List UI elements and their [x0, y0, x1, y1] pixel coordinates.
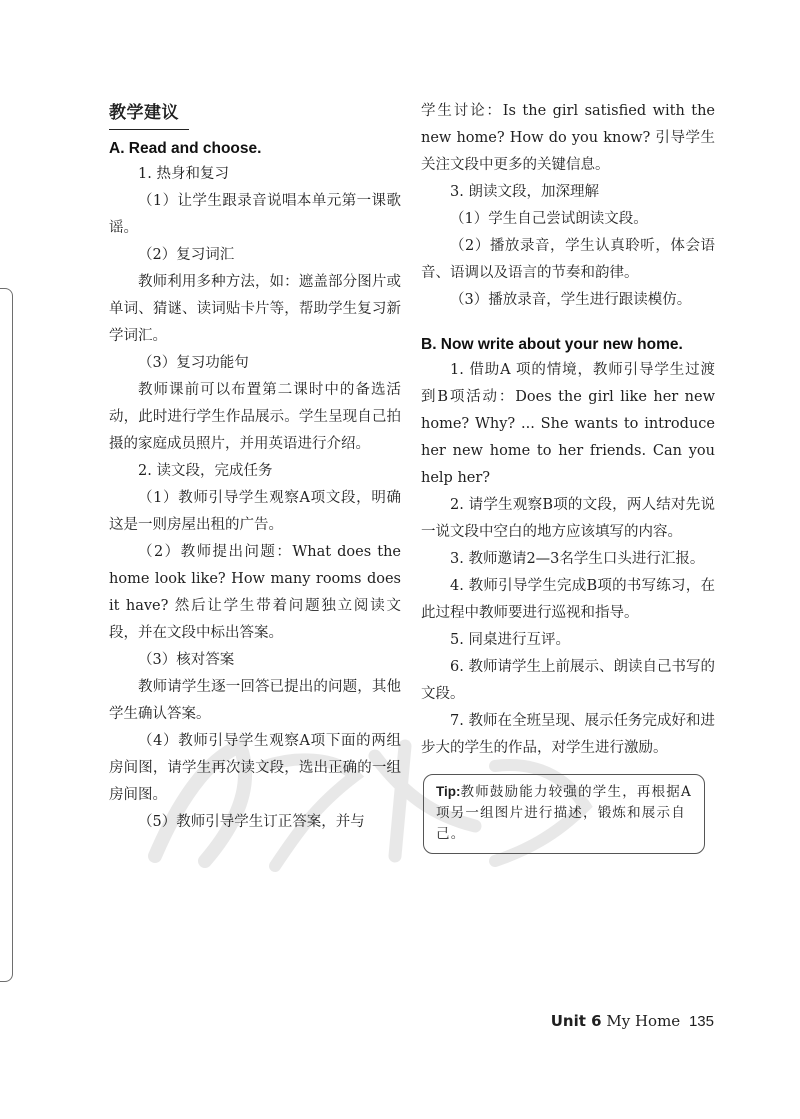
paragraph: （5）教师引导学生订正答案，并与 [138, 814, 365, 830]
heading-write-new-home: B. Now write about your new home. [421, 336, 683, 353]
paragraph: （4）教师引导学生观察A项下面的两组房间图，请学生再次读文段，选出正确的一组房间图。 [109, 733, 401, 803]
paragraph: 2. 读文段，完成任务 [138, 463, 273, 479]
paragraph: （2）播放录音，学生认真聆听，体会语音、语调以及语言的节奏和韵律。 [421, 238, 715, 281]
right-column [421, 98, 715, 854]
paragraph: （1）学生自己尝试朗读文段。 [450, 211, 648, 227]
paragraph: 3. 朗读文段，加深理解 [450, 184, 599, 200]
paragraph: （1）教师引导学生观察A项文段，明确这是一则房屋出租的广告。 [109, 490, 401, 533]
paragraph: 1. 借助A 项的情境，教师引导学生过渡到B项活动：Does the girl like her new home? Why? ... She wants to introduce her new home to her friends. Can you help her? [421, 362, 715, 486]
paragraph: （2）复习词汇 [138, 247, 235, 263]
tip-label: Tip: [436, 784, 461, 799]
paragraph: 4. 教师引导学生完成B项的书写练习，在此过程中教师要进行巡视和指导。 [421, 578, 715, 621]
footer-title: My Home [606, 1012, 681, 1030]
left-column [109, 98, 401, 836]
paragraph: （2）教师提出问题：What does the home look like? How many rooms does it have? 然后让学生带着问题独立阅读文段，并在文段中标出答案。 [109, 544, 401, 641]
paragraph: （3）复习功能句 [138, 355, 249, 371]
section-title: 教学建议 [109, 98, 189, 130]
footer-unit: Unit 6 [550, 1012, 602, 1030]
paragraph: （1）让学生跟录音说唱本单元第一课歌谣。 [109, 193, 401, 236]
paragraph: 6. 教师请学生上前展示、朗读自己书写的文段。 [421, 659, 715, 702]
paragraph: 7. 教师在全班呈现、展示任务完成好和进步大的学生的作品，对学生进行激励。 [421, 713, 715, 756]
paragraph: 教师请学生逐一回答已提出的问题，其他学生确认答案。 [109, 679, 401, 722]
page-number: 135 [688, 1013, 714, 1030]
paragraph: 2. 请学生观察B项的文段，两人结对先说一说文段中空白的地方应该填写的内容。 [421, 497, 715, 540]
paragraph-continued: 学生讨论：Is the girl satisfied with the new home? How do you know? 引导学生关注文段中更多的关键信息。 [421, 103, 715, 173]
paragraph: （3）播放录音，学生进行跟读模仿。 [450, 292, 692, 308]
paragraph: 3. 教师邀请2—3名学生口头进行汇报。 [450, 551, 705, 567]
page-footer [551, 1012, 714, 1030]
heading-read-and-choose: A. Read and choose. [109, 140, 262, 157]
paragraph: 1. 热身和复习 [138, 166, 229, 182]
paragraph: （3）核对答案 [138, 652, 235, 668]
tip-text: 教师鼓励能力较强的学生，再根据A项另一组图片进行描述，锻炼和展示自己。 [436, 784, 692, 842]
paragraph: 教师课前可以布置第二课时中的备选活动，此时进行学生作品展示。学生呈现自己拍摄的家庭成员照片，并用英语进行介绍。 [109, 382, 401, 452]
paragraph: 5. 同桌进行互评。 [450, 632, 570, 648]
tip-box [423, 774, 705, 854]
page-edge-frame [0, 288, 13, 982]
paragraph: 教师利用多种方法，如：遮盖部分图片或单词、猜谜、读词贴卡片等，帮助学生复习新学词汇。 [109, 274, 401, 344]
